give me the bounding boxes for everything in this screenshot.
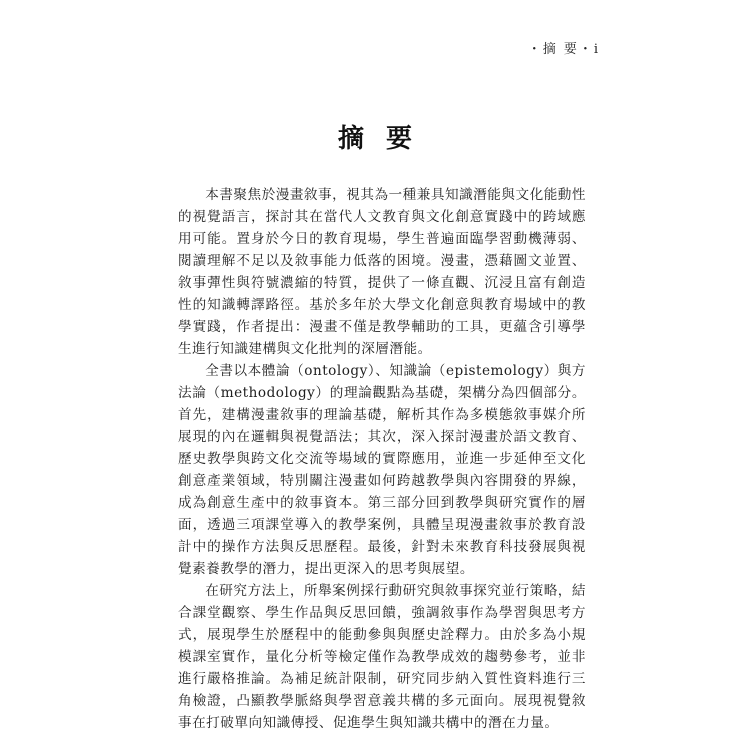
paragraph: 本書聚焦於漫畫敘事，視其為一種兼具知識潛能與文化能動性的視覺語言，探討其在當代人文教育與文化創意實踐中的跨域應用可能。置身於今日的教育現場，學生普遍面臨學習動機薄弱、閱讀理解不足以及敘事能力低落的困境。漫畫，憑藉圖文並置、敘事彈性與符號濃縮的特質，提供了一條直觀、沉浸且富有創造性的知識轉譯路徑。基於多年於大學文化創意與教育場域中的教學實踐，作者提出：漫畫不僅是教學輔助的工具，更蘊含引導學生進行知識建構與文化批判的深層潛能。 [178,187,586,357]
running-header: ・摘 要・i [527,42,600,57]
chapter-title: 摘要 [337,124,434,154]
abstract-body [178,184,586,734]
paragraph: 全書以本體論（ontology）、知識論（epistemology）與方法論（methodology）的理論觀點為基礎，架構分為四個部分。首先，建構漫畫敘事的理論基礎，解析其作為多模態敘事媒介所展現的內在邏輯與視覺語法；其次，深入探討漫畫於語文教育、歷史教學與跨文化交流等場域的實際應用，並進一步延伸至文化創意產業領域，特別關注漫畫如何跨越教學與內容開發的界線，成為創意生產中的敘事資本。第三部分回到教學與研究實作的層面，透過三項課堂導入的教學案例，具體呈現漫畫敘事於教育設計中的操作方法與反思歷程。最後，針對未來教育科技發展與視覺素養教學的潛力，提出更深入的思考與展望。 [178,363,586,577]
paragraph: 在研究方法上，所舉案例採行動研究與敘事探究並行策略，結合課堂觀察、學生作品與反思回饋，強調敘事作為學習與思考方式，展現學生於歷程中的能動參與與歷史詮釋力。由於多為小規模課室實作，量化分析等檢定僅作為教學成效的趨勢參考，並非進行嚴格推論。為補足統計限制，研究同步納入質性資料進行三角檢證，凸顯教學脈絡與學習意義共構的多元面向。展現視覺敘事在打破單向知識傳授、促進學生與知識共構中的潛在力量。 [178,583,586,731]
